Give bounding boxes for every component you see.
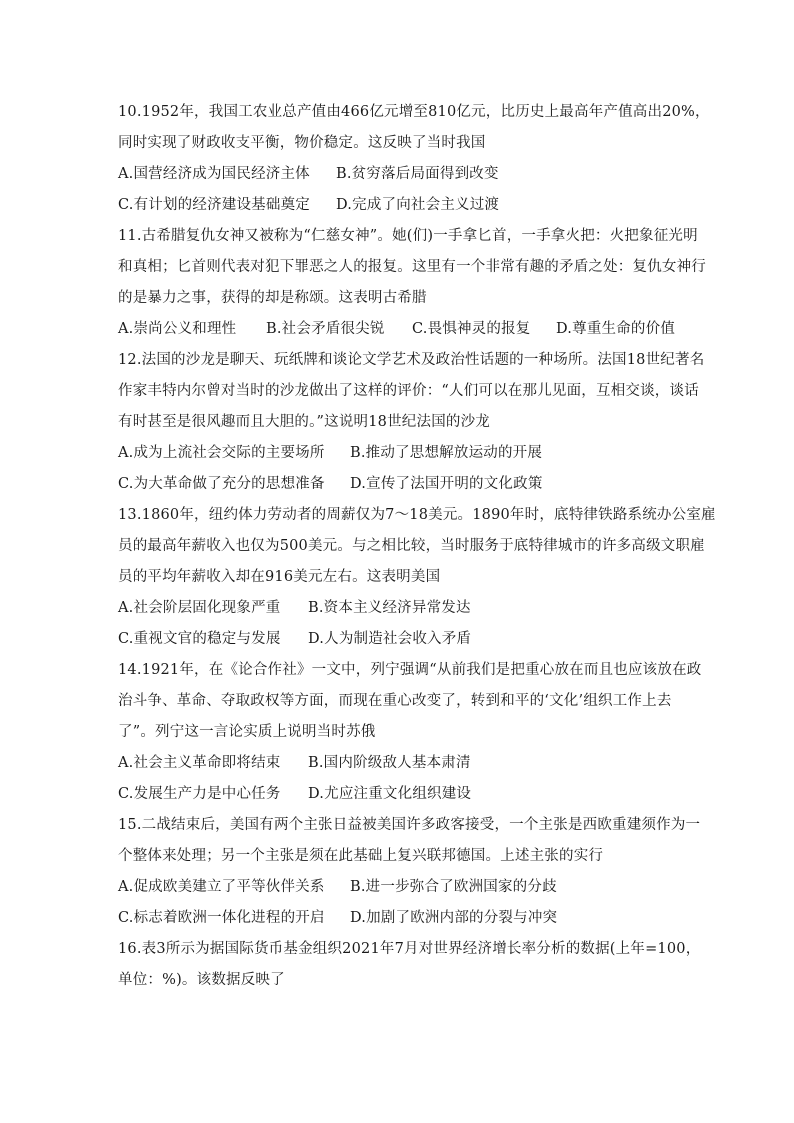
question-14-line-2: 治斗争、革命、夺取政权等方面，而现在重心改变了，转到和平的‘文化’组织工作上去 xyxy=(118,693,672,709)
question-14-option-b: B.国内阶级敌人基本肃清 xyxy=(308,755,471,771)
question-15-option-a: A.促成欧美建立了平等伙伴关系 xyxy=(118,879,325,895)
question-11-line-2: 和真相；匕首则代表对犯下罪恶之人的报复。这里有一个非常有趣的矛盾之处：复仇女神行 xyxy=(118,259,706,275)
question-10-line-1: 10.1952年，我国工农业总产值由466亿元增至810亿元，比历史上最高年产值高出20%， xyxy=(118,104,710,120)
question-13-line-1: 13.1860年，纽约体力劳动者的周薪仅为7～18美元。1890年时，底特律铁路系统办公室雇 xyxy=(118,507,716,523)
question-10-option-a: A.国营经济成为国民经济主体 xyxy=(118,166,310,182)
question-15-option-c: C.标志着欧洲一体化进程的开启 xyxy=(118,910,325,926)
question-14-option-c: C.发展生产力是中心任务 xyxy=(118,786,281,802)
question-12-line-2: 作家丰特内尔曾对当时的沙龙做出了这样的评价：“人们可以在那儿见面，互相交谈，谈话 xyxy=(118,383,699,399)
question-16-line-1: 16.表3所示为据国际货币基金组织2021年7月对世界经济增长率分析的数据(上年=100， xyxy=(118,941,701,957)
question-13-option-d: D.人为制造社会收入矛盾 xyxy=(308,631,472,647)
question-10-option-d: D.完成了向社会主义过渡 xyxy=(336,197,500,213)
question-15-option-b: B.进一步弥合了欧洲国家的分歧 xyxy=(350,879,557,895)
question-12-option-a: A.成为上流社会交际的主要场所 xyxy=(118,445,325,461)
question-11-line-3: 的是暴力之事，获得的却是称颂。这表明古希腊 xyxy=(118,290,427,306)
question-16-line-2: 单位：%)。该数据反映了 xyxy=(118,972,285,988)
question-13-line-3: 员的平均年薪收入却在916美元左右。这表明美国 xyxy=(118,569,441,585)
question-10-option-b: B.贫穷落后局面得到改变 xyxy=(336,166,499,182)
question-12-option-b: B.推动了思想解放运动的开展 xyxy=(350,445,543,461)
question-10-option-c: C.有计划的经济建设基础奠定 xyxy=(118,197,310,213)
question-14-option-a: A.社会主义革命即将结束 xyxy=(118,755,281,771)
question-11-option-c: C.畏惧神灵的报复 xyxy=(412,321,531,337)
question-11-option-b: B.社会矛盾很尖锐 xyxy=(266,321,385,337)
question-13-option-b: B.资本主义经济异常发达 xyxy=(308,600,471,616)
question-14-line-1: 14.1921年，在《论合作社》一文中，列宁强调“从前我们是把重心放在而且也应该放在政 xyxy=(118,662,702,678)
question-15-option-d: D.加剧了欧洲内部的分裂与冲突 xyxy=(350,910,558,926)
question-12-line-3: 有时甚至是很风趣而且大胆的。”这说明18世纪法国的沙龙 xyxy=(118,414,491,430)
question-15-line-1: 15.二战结束后，美国有两个主张日益被美国许多政客接受，一个主张是西欧重建须作为一 xyxy=(118,817,701,833)
question-14-option-d: D.尤应注重文化组织建设 xyxy=(308,786,472,802)
question-11-option-d: D.尊重生命的价值 xyxy=(556,321,676,337)
question-10-line-2: 同时实现了财政收支平衡，物价稳定。这反映了当时我国 xyxy=(118,135,486,151)
question-12-line-1: 12.法国的沙龙是聊天、玩纸牌和谈论文学艺术及政治性话题的一种场所。法国18世纪著名 xyxy=(118,352,705,368)
question-14-line-3: 了”。列宁这一言论实质上说明当时苏俄 xyxy=(118,724,376,740)
question-12-option-d: D.宣传了法国开明的文化政策 xyxy=(350,476,543,492)
question-11-option-a: A.崇尚公义和理性 xyxy=(118,321,237,337)
question-15-line-2: 个整体来处理；另一个主张是须在此基础上复兴联邦德国。上述主张的实行 xyxy=(118,848,604,864)
question-13-option-c: C.重视文官的稳定与发展 xyxy=(118,631,281,647)
question-13-line-2: 员的最高年薪收入也仅为500美元。与之相比较，当时服务于底特律城市的许多高级文职雇 xyxy=(118,538,705,554)
question-11-line-1: 11.古希腊复仇女神又被称为“仁慈女神”。她(们)一手拿匕首，一手拿火把：火把象征光明 xyxy=(118,228,698,244)
question-12-option-c: C.为大革命做了充分的思想准备 xyxy=(118,476,325,492)
question-13-option-a: A.社会阶层固化现象严重 xyxy=(118,600,281,616)
